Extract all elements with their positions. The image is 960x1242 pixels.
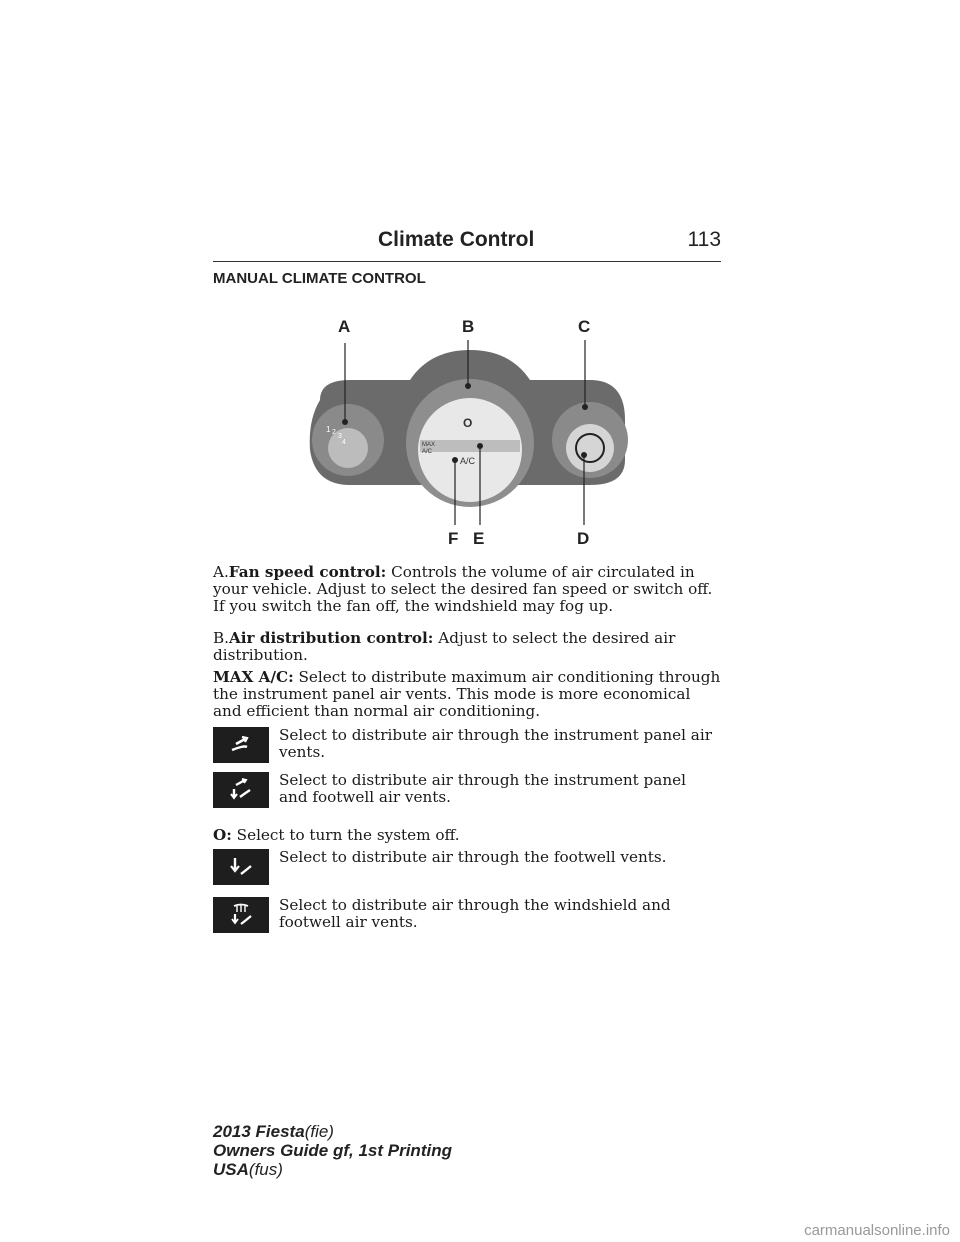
item-b-text: Adjust to select the desired air distribution.	[213, 629, 676, 664]
panel-footwell-vent-text: Select to distribute air through the instrument panel and footwell air vents.	[279, 771, 686, 806]
callout-label-b: B	[462, 317, 475, 336]
callout-dot-f	[452, 457, 458, 463]
watermark: carmanualsonline.info	[804, 1222, 950, 1239]
windshield-footwell-vent-row	[213, 897, 723, 937]
off-term: O:	[213, 826, 232, 844]
footer-market-code: (fus)	[248, 1160, 283, 1179]
fan-mark-2: 2	[332, 429, 336, 436]
section-title: MANUAL CLIMATE CONTROL	[213, 270, 426, 287]
panel-footwell-vent-row	[213, 772, 723, 812]
item-b-term: Air distribution control:	[229, 629, 434, 647]
windshield-footwell-vent-icon	[213, 897, 269, 933]
item-a-text: Controls the volume of air circulated in your vehicle. Adjust to select the desired fan speed or switch off. If you switch the fan off, the windshield may fog up.	[213, 563, 713, 615]
callout-dot-c	[582, 404, 588, 410]
callout-dot-a	[342, 419, 348, 425]
callout-dot-b	[465, 383, 471, 389]
max-ac-mark-line1: MAX	[422, 442, 436, 448]
windshield-footwell-vent-text: Select to distribute air through the windshield and footwell air vents.	[279, 896, 671, 931]
panel-vent-text: Select to distribute air through the instrument panel air vents.	[279, 726, 712, 761]
page-number: 113	[687, 228, 721, 251]
item-a-prefix: A.	[213, 563, 229, 581]
footwell-vent-icon	[213, 849, 269, 885]
callout-dot-e	[477, 443, 483, 449]
fan-mark-1: 1	[326, 425, 331, 434]
climate-control-figure	[300, 310, 640, 550]
max-ac-mark-line2: A/C	[422, 449, 433, 455]
footer-model-code: (fie)	[304, 1122, 334, 1141]
item-a-term: Fan speed control:	[228, 563, 387, 581]
max-ac-term: MAX A/C:	[213, 668, 294, 686]
footer-market: USA	[213, 1160, 249, 1179]
item-b-prefix: B.	[213, 629, 229, 647]
temperature-knob[interactable]	[566, 424, 614, 472]
page-header	[213, 228, 721, 262]
off-paragraph	[213, 827, 723, 844]
panel-footwell-vent-icon	[213, 772, 269, 808]
climate-panel-illustration	[300, 310, 640, 550]
footwell-vent-row	[213, 849, 723, 889]
callout-label-a: A	[338, 317, 351, 336]
fan-mark-3: 3	[338, 433, 342, 440]
ac-mark: A/C	[460, 456, 476, 466]
callout-label-e: E	[473, 529, 485, 548]
footer-model: 2013 Fiesta	[213, 1122, 305, 1141]
fan-mark-4: 4	[342, 439, 346, 446]
callout-label-d: D	[577, 529, 590, 548]
callout-label-c: C	[578, 317, 591, 336]
callout-dot-d	[581, 452, 587, 458]
panel-vent-icon	[213, 727, 269, 763]
panel-vent-row	[213, 727, 723, 767]
item-b-paragraph	[213, 630, 723, 664]
page-title: Climate Control	[378, 228, 535, 251]
max-ac-text: Select to distribute maximum air conditioning through the instrument panel air vents. This mode is more economical and efficient than normal air conditioning.	[213, 668, 721, 720]
item-a-paragraph	[213, 564, 723, 615]
off-mark: O	[463, 416, 473, 430]
footwell-vent-text: Select to distribute air through the footwell vents.	[279, 848, 667, 866]
off-text: Select to turn the system off.	[236, 826, 460, 844]
footer-guide: Owners Guide gf, 1st Printing	[213, 1141, 452, 1160]
document-footer	[213, 1122, 452, 1179]
max-ac-paragraph	[213, 669, 723, 720]
callout-label-f: F	[448, 529, 459, 548]
